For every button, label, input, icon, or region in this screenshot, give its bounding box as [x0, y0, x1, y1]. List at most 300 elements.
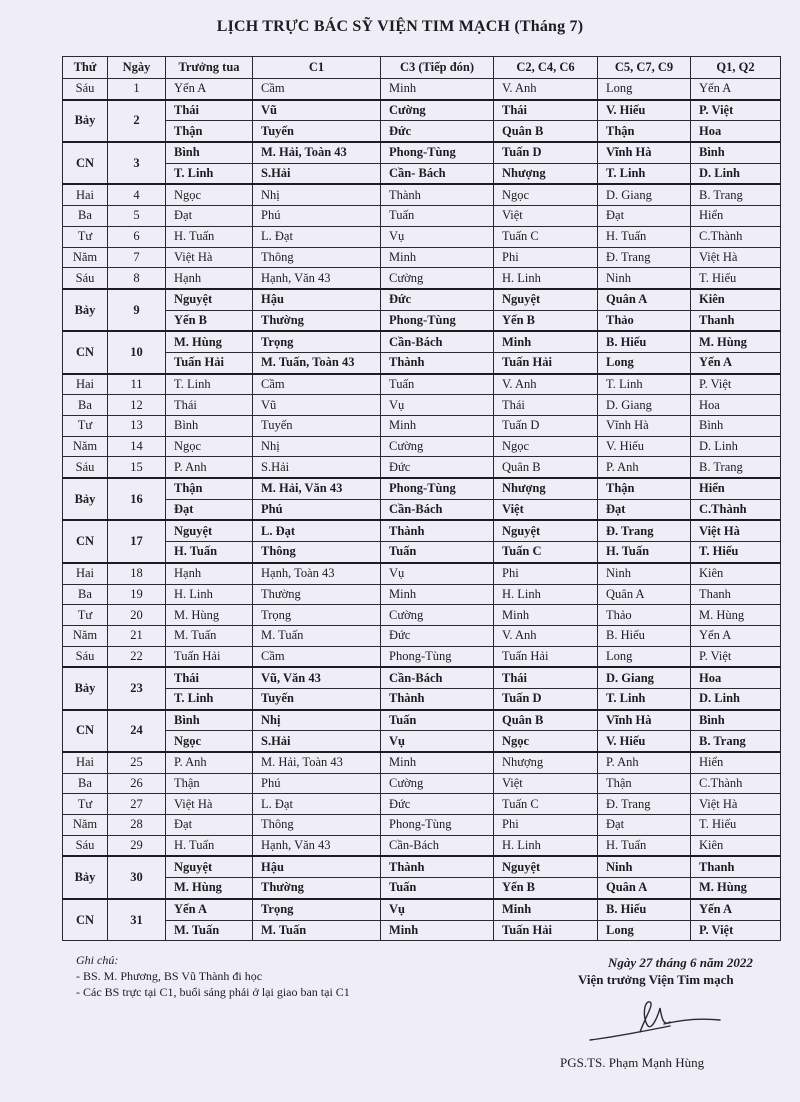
table-row	[63, 163, 781, 184]
cell-c5-c7-c9: P. Anh	[598, 457, 691, 478]
cell-c5-c7-c9: Quân A	[598, 878, 691, 899]
signature-role: Viện trưởng Viện Tim mạch	[578, 972, 734, 987]
cell-truong-tua: Yến B	[166, 310, 253, 331]
note-item: - BS. M. Phương, BS Vũ Thành đi học	[76, 969, 263, 983]
cell-c2-c4-c6: Tuấn D	[494, 416, 598, 437]
cell-truong-tua: Thái	[166, 395, 253, 416]
cell-truong-tua: Tuấn Hải	[166, 352, 253, 373]
cell-ngay: 9	[108, 289, 166, 331]
cell-c3: Cường	[381, 436, 494, 457]
cell-c3: Phong-Tùng	[381, 646, 494, 667]
table-row	[63, 667, 781, 688]
cell-thu: Bảy	[63, 100, 108, 142]
cell-thu: Năm	[63, 625, 108, 646]
cell-c5-c7-c9: H. Tuấn	[598, 226, 691, 247]
cell-thu: Năm	[63, 436, 108, 457]
cell-truong-tua: Bình	[166, 142, 253, 163]
cell-q1-q2: P. Việt	[691, 100, 781, 121]
cell-truong-tua: Việt Hà	[166, 247, 253, 268]
cell-truong-tua: Đạt	[166, 815, 253, 836]
cell-q1-q2: Bình	[691, 710, 781, 731]
table-row	[63, 142, 781, 163]
cell-q1-q2: Việt Hà	[691, 520, 781, 541]
table-row	[63, 794, 781, 815]
cell-q1-q2: T. Hiếu	[691, 815, 781, 836]
cell-q1-q2: Việt Hà	[691, 794, 781, 815]
cell-q1-q2: P. Việt	[691, 374, 781, 395]
cell-c1: Thông	[253, 247, 381, 268]
table-row	[63, 520, 781, 541]
cell-c3: Đức	[381, 457, 494, 478]
cell-q1-q2: Hiển	[691, 478, 781, 499]
cell-c3: Thành	[381, 184, 494, 205]
cell-c1: Hạnh, Toàn 43	[253, 563, 381, 584]
cell-c2-c4-c6: Tuấn C	[494, 794, 598, 815]
cell-ngay: 23	[108, 667, 166, 709]
cell-c3: Cường	[381, 773, 494, 794]
cell-c2-c4-c6: Minh	[494, 605, 598, 626]
cell-c1: Thường	[253, 584, 381, 605]
cell-c1: Phú	[253, 773, 381, 794]
table-row	[63, 899, 781, 920]
cell-thu: Bảy	[63, 289, 108, 331]
cell-truong-tua: T. Linh	[166, 163, 253, 184]
cell-q1-q2: Bình	[691, 142, 781, 163]
table-row	[63, 226, 781, 247]
cell-thu: Ba	[63, 773, 108, 794]
cell-c3: Vụ	[381, 226, 494, 247]
cell-q1-q2: Hoa	[691, 667, 781, 688]
cell-c3: Cường	[381, 268, 494, 289]
cell-ngay: 31	[108, 899, 166, 941]
cell-c3: Vụ	[381, 395, 494, 416]
cell-c2-c4-c6: Yến B	[494, 878, 598, 899]
cell-c3: Minh	[381, 920, 494, 941]
cell-thu: Hai	[63, 563, 108, 584]
cell-ngay: 24	[108, 710, 166, 752]
cell-c3: Thành	[381, 688, 494, 709]
cell-truong-tua: Ngọc	[166, 184, 253, 205]
cell-truong-tua: Việt Hà	[166, 794, 253, 815]
cell-c3: Đức	[381, 625, 494, 646]
cell-c1: Tuyến	[253, 416, 381, 437]
cell-c3: Cần- Bách	[381, 163, 494, 184]
cell-c3: Tuấn	[381, 710, 494, 731]
table-row	[63, 646, 781, 667]
cell-c1: S.Hải	[253, 457, 381, 478]
cell-c1: Trọng	[253, 605, 381, 626]
cell-truong-tua: T. Linh	[166, 688, 253, 709]
cell-truong-tua: Thái	[166, 100, 253, 121]
cell-c2-c4-c6: Nguyệt	[494, 520, 598, 541]
cell-truong-tua: M. Tuấn	[166, 625, 253, 646]
cell-c1: L. Đạt	[253, 520, 381, 541]
cell-c2-c4-c6: H. Linh	[494, 584, 598, 605]
cell-thu: Bảy	[63, 856, 108, 898]
cell-thu: Sáu	[63, 79, 108, 100]
cell-ngay: 25	[108, 752, 166, 773]
cell-c2-c4-c6: Nguyệt	[494, 856, 598, 877]
cell-c2-c4-c6: Tuấn Hải	[494, 352, 598, 373]
cell-c1: Nhị	[253, 184, 381, 205]
cell-c5-c7-c9: T. Linh	[598, 688, 691, 709]
cell-q1-q2: Yến A	[691, 625, 781, 646]
cell-thu: Bảy	[63, 667, 108, 709]
cell-truong-tua: P. Anh	[166, 457, 253, 478]
cell-c2-c4-c6: Nhượng	[494, 478, 598, 499]
signature-block	[560, 954, 790, 1071]
cell-q1-q2: Hiển	[691, 752, 781, 773]
cell-ngay: 4	[108, 184, 166, 205]
cell-c1: Trọng	[253, 899, 381, 920]
cell-ngay: 18	[108, 563, 166, 584]
cell-thu: Sáu	[63, 835, 108, 856]
table-row	[63, 416, 781, 437]
table-row	[63, 584, 781, 605]
table-row	[63, 688, 781, 709]
cell-c3: Minh	[381, 79, 494, 100]
cell-truong-tua: Ngọc	[166, 731, 253, 752]
cell-truong-tua: Tuấn Hải	[166, 646, 253, 667]
cell-c5-c7-c9: D. Giang	[598, 667, 691, 688]
cell-c5-c7-c9: Vĩnh Hà	[598, 416, 691, 437]
cell-thu: CN	[63, 899, 108, 941]
cell-c1: Thông	[253, 815, 381, 836]
cell-ngay: 20	[108, 605, 166, 626]
cell-c5-c7-c9: Thảo	[598, 605, 691, 626]
cell-q1-q2: Yến A	[691, 79, 781, 100]
cell-c5-c7-c9: Quân A	[598, 289, 691, 310]
cell-c1: Thông	[253, 542, 381, 563]
cell-thu: Hai	[63, 184, 108, 205]
cell-c5-c7-c9: H. Tuấn	[598, 542, 691, 563]
cell-c1: M. Hải, Toàn 43	[253, 752, 381, 773]
table-row	[63, 815, 781, 836]
cell-ngay: 27	[108, 794, 166, 815]
table-row	[63, 247, 781, 268]
cell-q1-q2: Thanh	[691, 584, 781, 605]
header-ngay: Ngày	[108, 57, 166, 79]
cell-c3: Thành	[381, 352, 494, 373]
cell-c1: L. Đạt	[253, 794, 381, 815]
cell-truong-tua: H. Tuấn	[166, 226, 253, 247]
cell-c1: M. Tuấn	[253, 625, 381, 646]
cell-c5-c7-c9: H. Tuấn	[598, 835, 691, 856]
cell-thu: Bảy	[63, 478, 108, 520]
cell-c3: Tuấn	[381, 374, 494, 395]
cell-ngay: 5	[108, 206, 166, 227]
cell-c2-c4-c6: Tuấn Hải	[494, 646, 598, 667]
cell-c5-c7-c9: Đ. Trang	[598, 247, 691, 268]
cell-c5-c7-c9: Thận	[598, 121, 691, 142]
note-item: - Các BS trực tại C1, buổi sáng phải ở lại giao ban tại C1	[76, 985, 350, 999]
cell-c1: Cầm	[253, 646, 381, 667]
cell-ngay: 8	[108, 268, 166, 289]
cell-ngay: 26	[108, 773, 166, 794]
cell-ngay: 21	[108, 625, 166, 646]
cell-truong-tua: Nguyệt	[166, 856, 253, 877]
cell-c1: Hậu	[253, 856, 381, 877]
cell-c1: Hậu	[253, 289, 381, 310]
table-row	[63, 731, 781, 752]
table-row	[63, 710, 781, 731]
cell-c3: Cần-Bách	[381, 835, 494, 856]
cell-truong-tua: H. Tuấn	[166, 542, 253, 563]
cell-q1-q2: P. Việt	[691, 646, 781, 667]
cell-ngay: 28	[108, 815, 166, 836]
table-row	[63, 605, 781, 626]
cell-c2-c4-c6: Tuấn D	[494, 688, 598, 709]
cell-c5-c7-c9: D. Giang	[598, 184, 691, 205]
cell-c5-c7-c9: Đạt	[598, 206, 691, 227]
header-c2-c4-c6: C2, C4, C6	[494, 57, 598, 79]
cell-q1-q2: Bình	[691, 416, 781, 437]
cell-truong-tua: M. Hùng	[166, 331, 253, 352]
cell-c3: Cường	[381, 100, 494, 121]
cell-c5-c7-c9: D. Giang	[598, 395, 691, 416]
cell-c1: Vũ, Văn 43	[253, 667, 381, 688]
cell-c2-c4-c6: Tuấn Hải	[494, 920, 598, 941]
cell-ngay: 22	[108, 646, 166, 667]
cell-c3: Tuấn	[381, 206, 494, 227]
cell-c5-c7-c9: V. Hiếu	[598, 731, 691, 752]
cell-q1-q2: Hoa	[691, 121, 781, 142]
cell-c1: Trọng	[253, 331, 381, 352]
cell-c5-c7-c9: T. Linh	[598, 163, 691, 184]
cell-thu: Sáu	[63, 457, 108, 478]
cell-truong-tua: M. Hùng	[166, 878, 253, 899]
cell-c3: Phong-Tùng	[381, 310, 494, 331]
cell-q1-q2: Thanh	[691, 310, 781, 331]
cell-ngay: 12	[108, 395, 166, 416]
cell-truong-tua: Ngọc	[166, 436, 253, 457]
cell-q1-q2: Kiên	[691, 835, 781, 856]
cell-c2-c4-c6: Nhượng	[494, 752, 598, 773]
cell-c5-c7-c9: Đạt	[598, 815, 691, 836]
cell-ngay: 19	[108, 584, 166, 605]
notes	[76, 952, 350, 1000]
cell-c2-c4-c6: Ngọc	[494, 731, 598, 752]
cell-c5-c7-c9: Long	[598, 646, 691, 667]
cell-c2-c4-c6: Minh	[494, 331, 598, 352]
cell-c1: S.Hải	[253, 163, 381, 184]
table-row	[63, 310, 781, 331]
cell-ngay: 1	[108, 79, 166, 100]
cell-ngay: 15	[108, 457, 166, 478]
cell-q1-q2: D. Linh	[691, 163, 781, 184]
cell-c5-c7-c9: Long	[598, 352, 691, 373]
cell-c5-c7-c9: Thảo	[598, 310, 691, 331]
cell-thu: Năm	[63, 247, 108, 268]
cell-c2-c4-c6: Yến B	[494, 310, 598, 331]
cell-c5-c7-c9: Ninh	[598, 268, 691, 289]
cell-c1: L. Đạt	[253, 226, 381, 247]
cell-c5-c7-c9: B. Hiếu	[598, 331, 691, 352]
cell-ngay: 3	[108, 142, 166, 184]
cell-c2-c4-c6: Nhượng	[494, 163, 598, 184]
header-truong-tua: Trưởng tua	[166, 57, 253, 79]
cell-ngay: 13	[108, 416, 166, 437]
cell-truong-tua: Hạnh	[166, 268, 253, 289]
cell-c2-c4-c6: Ngọc	[494, 436, 598, 457]
cell-c2-c4-c6: V. Anh	[494, 79, 598, 100]
table-row	[63, 835, 781, 856]
cell-q1-q2: D. Linh	[691, 688, 781, 709]
cell-thu: Sáu	[63, 646, 108, 667]
cell-c3: Minh	[381, 752, 494, 773]
page-title: LỊCH TRỰC BÁC SỸ VIỆN TIM MẠCH (Tháng 7)	[216, 18, 584, 35]
cell-ngay: 29	[108, 835, 166, 856]
cell-c3: Cần-Bách	[381, 331, 494, 352]
cell-c5-c7-c9: Đ. Trang	[598, 794, 691, 815]
header-q1-q2: Q1, Q2	[691, 57, 781, 79]
cell-c1: Tuyến	[253, 121, 381, 142]
table-row	[63, 478, 781, 499]
cell-c5-c7-c9: B. Hiếu	[598, 625, 691, 646]
cell-c2-c4-c6: Việt	[494, 206, 598, 227]
cell-c3: Vụ	[381, 731, 494, 752]
cell-c5-c7-c9: Đ. Trang	[598, 520, 691, 541]
cell-c3: Tuấn	[381, 878, 494, 899]
cell-thu: Tư	[63, 605, 108, 626]
cell-c1: Vũ	[253, 395, 381, 416]
table-row	[63, 289, 781, 310]
cell-c5-c7-c9: Quân A	[598, 584, 691, 605]
table-row	[63, 121, 781, 142]
cell-truong-tua: H. Tuấn	[166, 835, 253, 856]
table-row	[63, 563, 781, 584]
table-row	[63, 331, 781, 352]
cell-thu: CN	[63, 142, 108, 184]
cell-c3: Tuấn	[381, 542, 494, 563]
cell-truong-tua: P. Anh	[166, 752, 253, 773]
cell-c5-c7-c9: B. Hiếu	[598, 899, 691, 920]
cell-thu: CN	[63, 710, 108, 752]
cell-thu: CN	[63, 520, 108, 562]
cell-truong-tua: Thận	[166, 773, 253, 794]
cell-c3: Đức	[381, 794, 494, 815]
cell-c3: Thành	[381, 520, 494, 541]
signature-name: PGS.TS. Phạm Mạnh Hùng	[560, 1055, 705, 1070]
cell-c5-c7-c9: V. Hiếu	[598, 100, 691, 121]
cell-ngay: 30	[108, 856, 166, 898]
cell-q1-q2: Yến A	[691, 899, 781, 920]
cell-c2-c4-c6: Phi	[494, 815, 598, 836]
table-row	[63, 878, 781, 899]
cell-q1-q2: C.Thành	[691, 499, 781, 520]
cell-c2-c4-c6: V. Anh	[494, 374, 598, 395]
cell-q1-q2: T. Hiếu	[691, 542, 781, 563]
cell-truong-tua: Thái	[166, 667, 253, 688]
signature-date: Ngày 27 tháng 6 năm 2022	[608, 955, 753, 970]
cell-thu: CN	[63, 331, 108, 373]
cell-c3: Minh	[381, 416, 494, 437]
cell-c2-c4-c6: Tuấn D	[494, 142, 598, 163]
header-c3: C3 (Tiếp đón)	[381, 57, 494, 79]
table-row	[63, 542, 781, 563]
table-row	[63, 436, 781, 457]
cell-c2-c4-c6: V. Anh	[494, 625, 598, 646]
cell-q1-q2: B. Trang	[691, 731, 781, 752]
table-row	[63, 920, 781, 941]
cell-truong-tua: Thận	[166, 121, 253, 142]
cell-truong-tua: Đạt	[166, 499, 253, 520]
cell-c2-c4-c6: Ngọc	[494, 184, 598, 205]
cell-truong-tua: Hạnh	[166, 563, 253, 584]
cell-thu: Sáu	[63, 268, 108, 289]
cell-thu: Ba	[63, 584, 108, 605]
cell-c5-c7-c9: Ninh	[598, 856, 691, 877]
table-row	[63, 625, 781, 646]
cell-c2-c4-c6: H. Linh	[494, 268, 598, 289]
cell-truong-tua: M. Hùng	[166, 605, 253, 626]
cell-c1: Cầm	[253, 374, 381, 395]
cell-c1: M. Hải, Toàn 43	[253, 142, 381, 163]
cell-truong-tua: H. Linh	[166, 584, 253, 605]
cell-q1-q2: M. Hùng	[691, 331, 781, 352]
cell-c2-c4-c6: Việt	[494, 773, 598, 794]
cell-c1: M. Hải, Văn 43	[253, 478, 381, 499]
cell-ngay: 2	[108, 100, 166, 142]
cell-c5-c7-c9: P. Anh	[598, 752, 691, 773]
cell-c2-c4-c6: H. Linh	[494, 835, 598, 856]
cell-c5-c7-c9: Long	[598, 79, 691, 100]
cell-c2-c4-c6: Phi	[494, 563, 598, 584]
cell-thu: Hai	[63, 752, 108, 773]
cell-truong-tua: Nguyệt	[166, 289, 253, 310]
table-row	[63, 184, 781, 205]
cell-q1-q2: Hiển	[691, 206, 781, 227]
handwritten-signature	[580, 996, 730, 1048]
cell-truong-tua: M. Tuấn	[166, 920, 253, 941]
cell-q1-q2: Hoa	[691, 395, 781, 416]
table-row	[63, 499, 781, 520]
cell-c5-c7-c9: T. Linh	[598, 374, 691, 395]
cell-c3: Minh	[381, 584, 494, 605]
cell-q1-q2: M. Hùng	[691, 605, 781, 626]
cell-c1: Thường	[253, 310, 381, 331]
cell-c3: Minh	[381, 247, 494, 268]
cell-c3: Phong-Tùng	[381, 142, 494, 163]
cell-q1-q2: C.Thành	[691, 226, 781, 247]
cell-q1-q2: D. Linh	[691, 436, 781, 457]
cell-c3: Đức	[381, 289, 494, 310]
cell-c3: Vụ	[381, 899, 494, 920]
cell-c2-c4-c6: Thái	[494, 667, 598, 688]
cell-c3: Phong-Tùng	[381, 478, 494, 499]
header-thu: Thứ	[63, 57, 108, 79]
cell-c2-c4-c6: Quân B	[494, 457, 598, 478]
cell-ngay: 10	[108, 331, 166, 373]
cell-c2-c4-c6: Thái	[494, 395, 598, 416]
cell-c5-c7-c9: Đạt	[598, 499, 691, 520]
cell-c3: Cường	[381, 605, 494, 626]
cell-c1: Tuyến	[253, 688, 381, 709]
table-row	[63, 79, 781, 100]
cell-c1: Cầm	[253, 79, 381, 100]
table-row	[63, 752, 781, 773]
header-c1: C1	[253, 57, 381, 79]
table-row	[63, 856, 781, 877]
table-row	[63, 100, 781, 121]
cell-c3: Phong-Tùng	[381, 815, 494, 836]
cell-ngay: 7	[108, 247, 166, 268]
cell-thu: Ba	[63, 206, 108, 227]
cell-c1: Hạnh, Văn 43	[253, 268, 381, 289]
cell-truong-tua: Bình	[166, 416, 253, 437]
cell-q1-q2: B. Trang	[691, 457, 781, 478]
header-row	[63, 57, 781, 79]
